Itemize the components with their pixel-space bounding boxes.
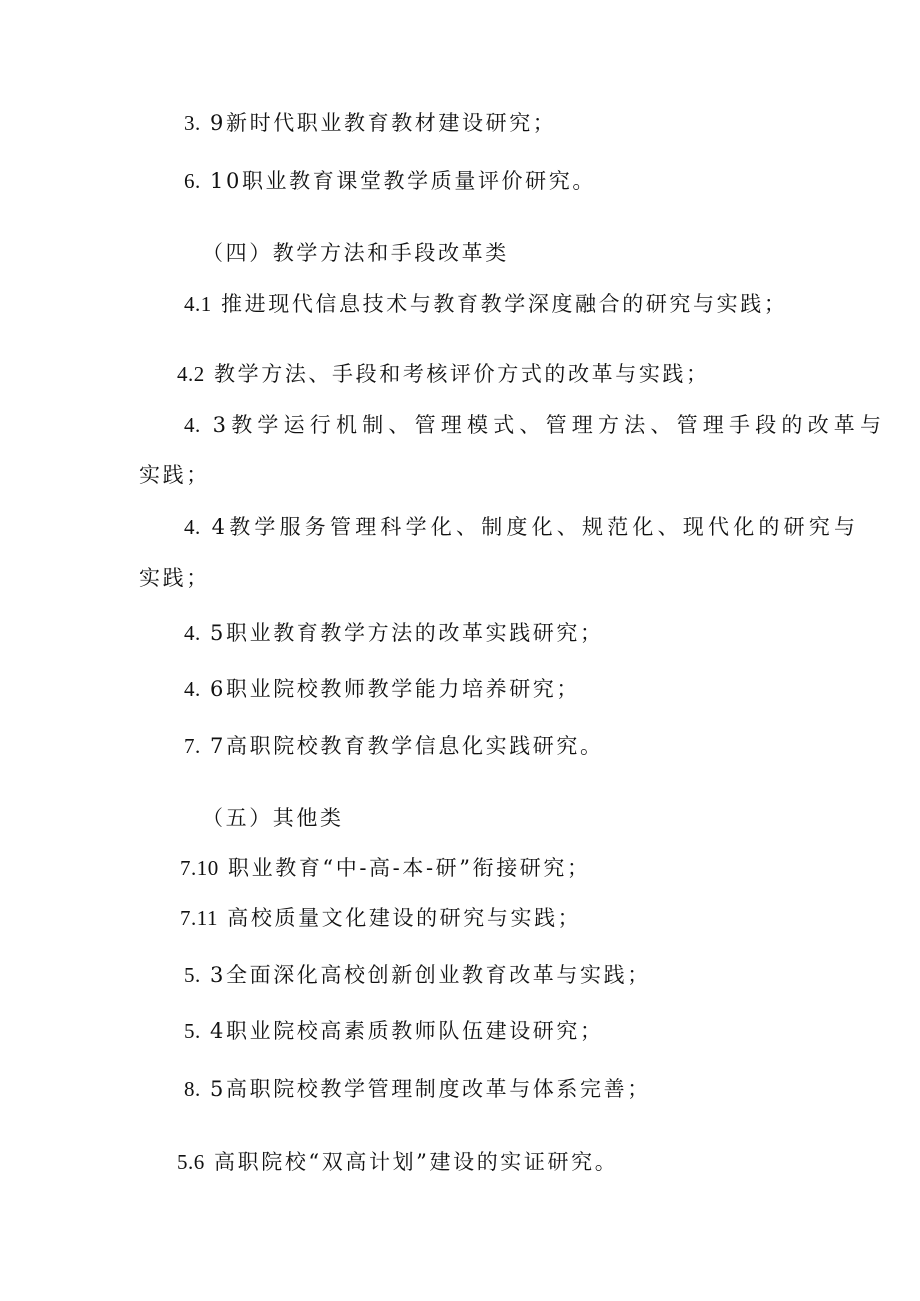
list-item xyxy=(184,621,604,645)
list-item xyxy=(184,734,604,758)
list-item xyxy=(180,906,581,930)
list-item xyxy=(184,413,886,437)
item-number: 7. xyxy=(184,734,201,758)
item-number: 8. xyxy=(184,1077,201,1101)
item-text: 3教学运行机制、管理模式、管理方法、管理手段的改革与 xyxy=(212,413,887,437)
list-item xyxy=(184,963,651,987)
list-item xyxy=(184,169,596,193)
item-text: 推进现代信息技术与教育教学深度融合的研究与实践； xyxy=(221,292,788,316)
item-text: 高校质量文化建设的研究与实践； xyxy=(227,906,582,930)
item-text: 6职业院校教师教学能力培养研究； xyxy=(210,677,580,701)
item-number: 4. xyxy=(184,621,201,645)
item-text: 教学方法、手段和考核评价方式的改革与实践； xyxy=(214,362,710,386)
item-number: 6. xyxy=(184,169,201,193)
list-item-continuation: 实践； xyxy=(139,463,210,487)
list-item xyxy=(184,111,556,135)
item-text: 7高职院校教育教学信息化实践研究。 xyxy=(210,734,604,758)
item-text: 5职业教育教学方法的改革实践研究； xyxy=(210,621,604,645)
item-number: 4.2 xyxy=(177,362,205,386)
item-text: 高职院校“双高计划”建设的实证研究。 xyxy=(214,1150,619,1174)
item-number: 5.6 xyxy=(177,1150,205,1174)
item-text: 10职业教育课堂教学质量评价研究。 xyxy=(210,169,596,193)
item-number: 5. xyxy=(184,963,201,987)
list-item xyxy=(184,515,859,539)
item-number: 7.10 xyxy=(180,856,219,880)
item-text: 职业教育“中-高-本-研”衔接研究； xyxy=(228,856,591,880)
section-heading-5: （五）其他类 xyxy=(202,806,344,830)
item-number: 4. xyxy=(184,677,201,701)
item-text: 5高职院校教学管理制度改革与体系完善； xyxy=(210,1077,651,1101)
list-item xyxy=(184,1077,651,1101)
item-number: 3. xyxy=(184,111,201,135)
item-number: 5. xyxy=(184,1019,201,1043)
item-number: 7.11 xyxy=(180,906,218,930)
list-item xyxy=(184,677,580,701)
item-number: 4. xyxy=(184,515,201,539)
list-item xyxy=(177,362,710,386)
list-item xyxy=(184,292,787,316)
item-number: 4.1 xyxy=(184,292,212,316)
list-item xyxy=(177,1150,618,1174)
item-number: 4. xyxy=(184,413,201,437)
list-item xyxy=(184,1019,604,1043)
item-text: 4职业院校高素质教师队伍建设研究； xyxy=(210,1019,604,1043)
section-heading-4: （四）教学方法和手段改革类 xyxy=(202,241,509,265)
list-item xyxy=(180,856,591,880)
item-text: 3全面深化高校创新创业教育改革与实践； xyxy=(210,963,651,987)
list-item-continuation: 实践； xyxy=(139,566,210,590)
item-text: 9新时代职业教育教材建设研究； xyxy=(210,111,557,135)
item-text: 4教学服务管理科学化、制度化、规范化、现代化的研究与 xyxy=(211,515,860,539)
